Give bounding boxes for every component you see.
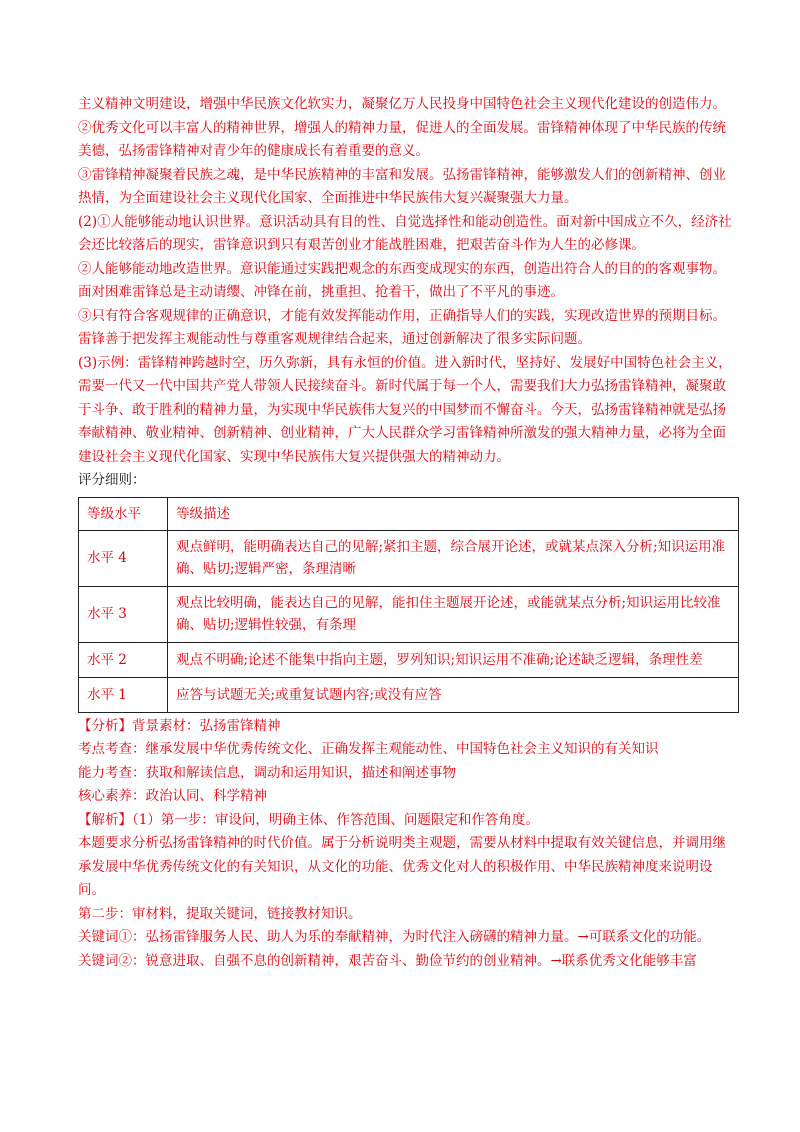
answer-paragraph-7: (3)示例：雷锋精神跨越时空，历久弥新，具有永恒的价值。进入新时代，坚持好、发展好中国特色社会主义，需要一代又一代中国共产党人带领人民接续奋斗。新时代属于每一个人，需要我们大力弘扬雷锋精神，凝聚敢于斗争、敢于胜利的精神力量，为实现中华民族伟大复兴的中国梦而不懈奋斗。今天，弘扬雷锋精神就是弘扬奉献精神、敬业精神、创新精神、创业精神，广大人民群众学习雷锋精神所激发的强大精神力量，必将为全面建设社会主义现代化国家、实现中华民族伟大复兴提供强大的精神动力。 [78, 354, 732, 465]
level-cell: 水平 2 [79, 642, 168, 677]
answer-paragraph-5: ②人能够能动地改造世界。意识能通过实践把观念的东西变成现实的东西，创造出符合人的目的的客观事物。面对困难雷锋总是主动请缨、冲锋在前，挑重担、抢着干，做出了不平凡的事迹。 [78, 260, 726, 300]
answer-paragraph-1: 主义精神文明建设，增强中华民族文化软实力，凝聚亿万人民投身中国特色社会主义现代化建设的创造伟力。 [78, 96, 726, 112]
answer-paragraph-2: ②优秀文化可以丰富人的精神世界，增强人的精神力量，促进人的全面发展。雷锋精神体现了中华民族的传统美德，弘扬雷锋精神对青少年的健康成长有着重要的意义。 [78, 119, 726, 159]
table-row [79, 530, 739, 586]
desc-cell: 观点鲜明，能明确表达自己的见解;紧扣主题，综合展开论述，或就某点深入分析;知识运用准确、贴切;逻辑严密，条理清晰 [168, 530, 739, 586]
explanation-paragraph: 本题要求分析弘扬雷锋精神的时代价值。属于分析说明类主观题，需要从材料中提取有效关键信息，并调用继承发展中华优秀传统文化的有关知识，从文化的功能、优秀文化对人的积极作用、中华民族精神度来说明设问。 [78, 835, 726, 898]
explanation-tag: 【解析】 [78, 811, 132, 828]
answer-paragraph-3: ③雷锋精神凝聚着民族之魂，是中华民族精神的丰富和发展。弘扬雷锋精神，能够激发人们的创新精神、创业热情，为全面建设社会主义现代化国家、全面推进中华民族伟大复兴凝聚强大力量。 [78, 166, 726, 206]
grading-table [78, 497, 739, 713]
level-cell: 水平 1 [79, 677, 168, 712]
analysis-material [78, 715, 738, 739]
analysis-material-text: 背景素材：弘扬雷锋精神 [132, 717, 281, 734]
analysis-literacy: 核心素养：政治认同、科学精神 [78, 788, 267, 804]
analysis-exam-points: 考点考查：继承发展中华优秀传统文化、正确发挥主观能动性、中国特色社会主义知识的有关知识 [78, 741, 659, 757]
table-header-level: 等级水平 [79, 497, 168, 530]
analysis-ability: 能力考查：获取和解读信息，调动和运用知识，描述和阐述事物 [78, 764, 456, 781]
analysis-tag: 【分析】 [78, 717, 132, 734]
table-row [79, 586, 739, 642]
document-content [78, 93, 738, 973]
explanation-step1 [78, 809, 738, 833]
table-row [79, 677, 739, 712]
table-header-row [79, 497, 739, 530]
explanation-step1-text: （1）第一步：审设问，明确主体、作答范围、问题限定和作答角度。 [132, 811, 539, 828]
desc-cell: 应答与试题无关;或重复试题内容;或没有应答 [168, 677, 739, 712]
desc-cell: 观点比较明确，能表达自己的见解，能扣住主题展开论述，或能就某点分析;知识运用比较准确、贴切;逻辑性较强，有条理 [168, 586, 739, 642]
answer-paragraph-6: ③只有符合客观规律的正确意识，才能有效发挥能动作用，正确指导人们的实践，实现改造世界的预期目标。雷锋善于把发挥主观能动性与尊重客观规律结合起来，通过创新解决了很多实际问题。 [78, 307, 726, 347]
table-row [79, 642, 739, 677]
table-header-desc: 等级描述 [168, 497, 739, 530]
keyword-2: 关键词②：锐意进取、自强不息的创新精神，艰苦奋斗、勤俭节约的创业精神。→联系优秀文化能够丰富 [78, 952, 697, 969]
explanation-step2: 第二步：审材料，提取关键词，链接教材知识。 [78, 905, 362, 922]
desc-cell: 观点不明确;论述不能集中指向主题，罗列知识;知识运用不准确;论述缺乏逻辑，条理性差 [168, 642, 739, 677]
level-cell: 水平 4 [79, 530, 168, 586]
rubric-title: 评分细则： [78, 472, 146, 488]
keyword-1: 关键词①：弘扬雷锋服务人民、助人为乐的奉献精神，为时代注入磅礴的精神力量。→可联系文化的功能。 [78, 929, 711, 945]
answer-paragraph-4: (2)①人能够能动地认识世界。意识活动具有目的性、自觉选择性和能动创造性。面对新中国成立不久，经济社会还比较落后的现实，雷锋意识到只有艰苦创业才能战胜困难，把艰苦奋斗作为人生的必修课。 [78, 213, 732, 253]
level-cell: 水平 3 [79, 586, 168, 642]
